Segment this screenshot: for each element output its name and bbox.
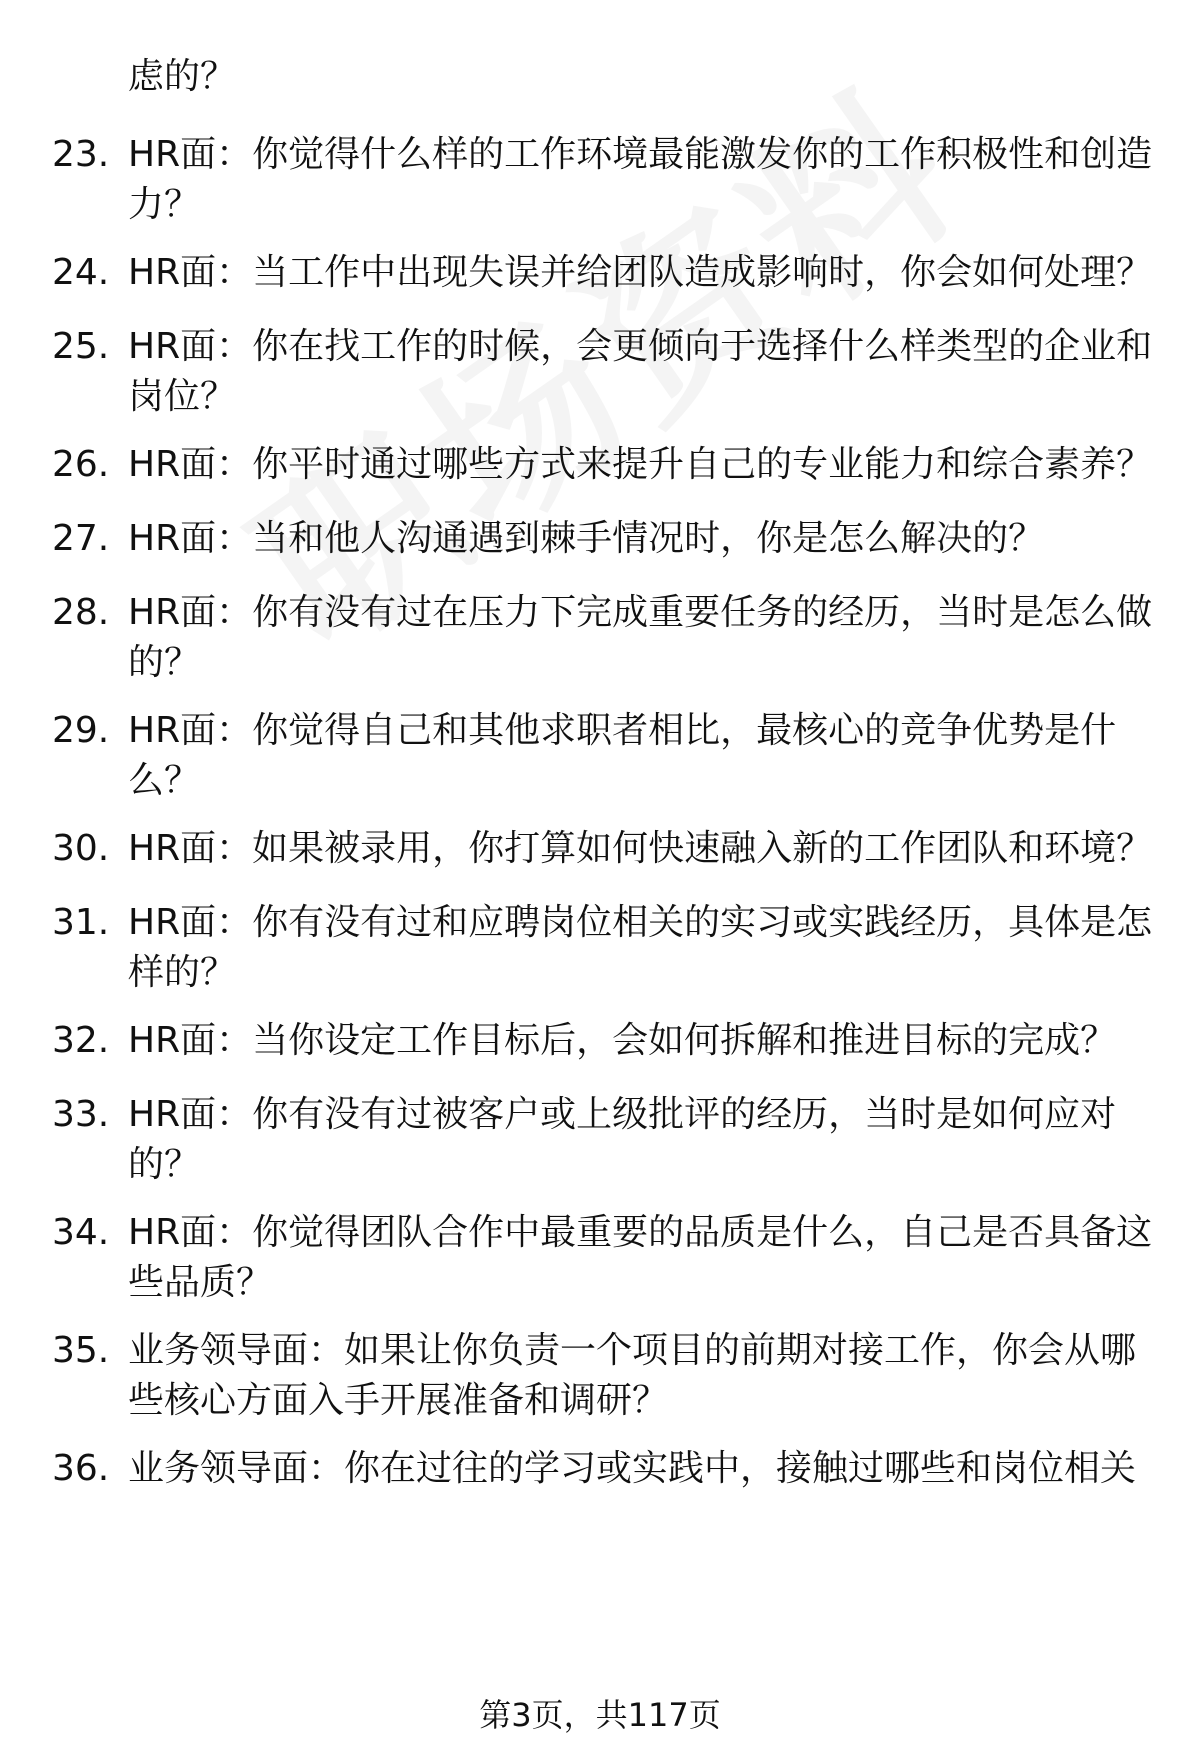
item-text-line: 的？ [128, 642, 201, 683]
item-number: 36. [52, 1448, 110, 1489]
item-number: 23. [52, 134, 110, 175]
item-text-line: HR面：你觉得什么样的工作环境最能激发你的工作积极性和创造 [128, 134, 1153, 175]
item-text [128, 1326, 1158, 1426]
item-number: 24. [52, 252, 110, 293]
item-text-line: 力？ [128, 184, 201, 225]
item-text [128, 514, 1158, 564]
item-number: 25. [52, 326, 110, 367]
item-text-line: HR面：如果被录用，你打算如何快速融入新的工作团队和环境？ [128, 828, 1153, 869]
item-number: 34. [52, 1212, 110, 1253]
item-text-line: HR面：你觉得自己和其他求职者相比，最核心的竞争优势是什 [128, 710, 1117, 751]
item-text [128, 248, 1158, 298]
continued-text: 虑的？ [128, 56, 237, 97]
item-text-line: 的？ [128, 1144, 201, 1185]
item-text [128, 1208, 1158, 1308]
item-text [128, 898, 1158, 998]
item-text-line: HR面：你觉得团队合作中最重要的品质是什么，自己是否具备这 [128, 1212, 1153, 1253]
item-text [128, 588, 1158, 688]
item-text-line: HR面：当工作中出现失误并给团队造成影响时，你会如何处理？ [128, 252, 1153, 293]
item-text [128, 322, 1158, 422]
item-number: 28. [52, 592, 110, 633]
item-number: 31. [52, 902, 110, 943]
item-text-line: HR面：你有没有过和应聘岗位相关的实习或实践经历，具体是怎 [128, 902, 1153, 943]
item-text-line: 样的？ [128, 952, 237, 993]
item-text [128, 1444, 1158, 1494]
item-number: 32. [52, 1020, 110, 1061]
item-text [128, 440, 1158, 490]
item-text-line: 些核心方面入手开展准备和调研？ [128, 1380, 669, 1421]
item-number: 35. [52, 1330, 110, 1371]
item-text [128, 706, 1158, 806]
item-text-line: 么？ [128, 760, 201, 801]
item-number: 27. [52, 518, 110, 559]
item-text-line: HR面：你有没有过被客户或上级批评的经历，当时是如何应对 [128, 1094, 1117, 1135]
item-text-line: 业务领导面：你在过往的学习或实践中，接触过哪些和岗位相关 [128, 1448, 1137, 1489]
item-text [128, 130, 1158, 230]
item-text-line: HR面：当你设定工作目标后，会如何拆解和推进目标的完成？ [128, 1020, 1117, 1061]
item-text-line: 些品质？ [128, 1262, 273, 1303]
page-footer: 第3页，共117页 [479, 1696, 721, 1734]
item-text [128, 824, 1158, 874]
item-number: 26. [52, 444, 110, 485]
item-number: 30. [52, 828, 110, 869]
item-text [128, 1016, 1158, 1066]
item-text-line: HR面：你有没有过在压力下完成重要任务的经历，当时是怎么做 [128, 592, 1153, 633]
item-text-line: 岗位？ [128, 376, 237, 417]
item-text-line: HR面：你平时通过哪些方式来提升自己的专业能力和综合素养？ [128, 444, 1153, 485]
item-number: 29. [52, 710, 110, 751]
item-text-line: HR面：当和他人沟通遇到棘手情况时，你是怎么解决的？ [128, 518, 1045, 559]
item-text-line: HR面：你在找工作的时候，会更倾向于选择什么样类型的企业和 [128, 326, 1153, 367]
item-number: 33. [52, 1094, 110, 1135]
item-text [128, 1090, 1158, 1190]
item-text-line: 业务领导面：如果让你负责一个项目的前期对接工作，你会从哪 [128, 1330, 1137, 1371]
